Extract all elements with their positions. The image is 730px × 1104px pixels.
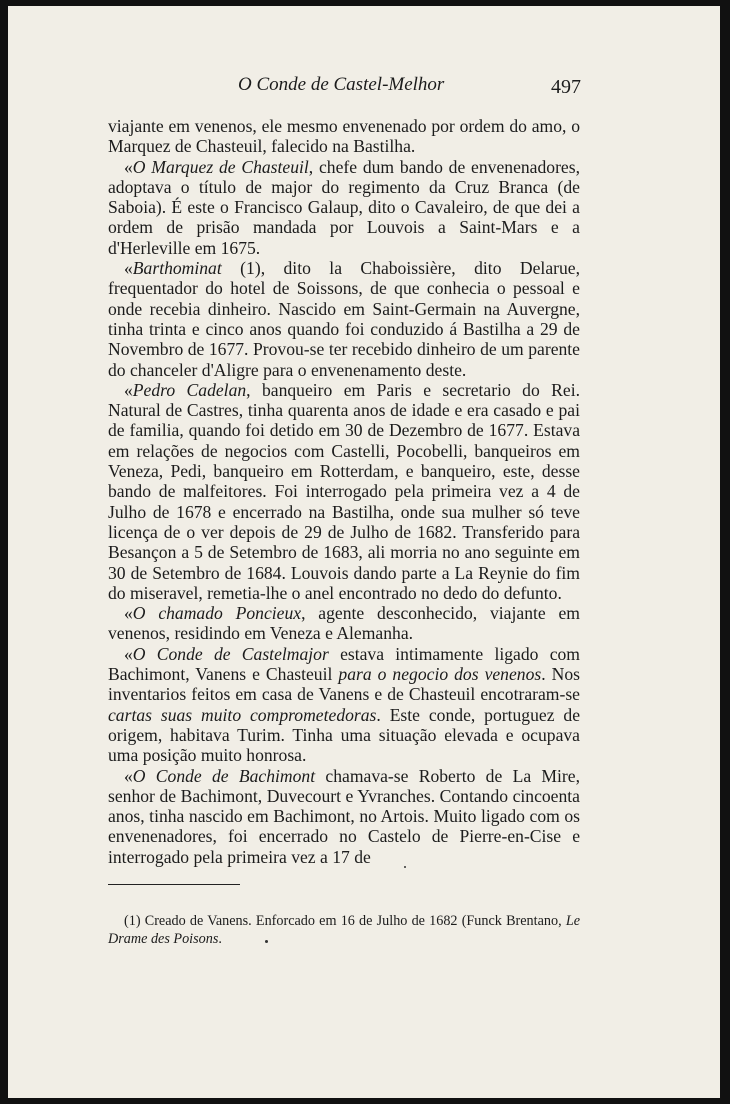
- entry-text: , banqueiro em Paris e secretario do Rei. Natural de Castres, tinha quarenta anos de idade e era casado e pai de familia, quando foi detido em 30 de Dezembro de 1677. Estava em relações de negocios com Castelli, Pocobelli, banqueiros em Veneza, Pedi, banqueiro em Rotterdam, e banqueiro, este, desse bando de malfeitores. Foi interrogado pela primeira vez a 4 de Julho de 1678 e encerrado na Bastilha, onde sua mulher só teve licença de o ver depois de 29 de Julho de 1682. Transferido para Besançon a 5 de Setembro de 1683, ali morria no ano seguinte em 30 de Setembro de 1684. Louvois dando parte a La Reynie do fim do miseravel, remetia-lhe o anel encontrado no dedo do defunto.: [108, 379, 580, 603]
- entry-name: O Marquez de Chasteuil: [132, 156, 309, 177]
- quote-mark: «: [124, 643, 133, 664]
- footnote-text: (1) Creado de Vanens. Enforcado em 16 de Julho de 1682 (Funck Brentano,: [124, 913, 566, 930]
- entry-text: estava intimamente ligado com Bachimont, Vanens e Chasteuil: [108, 643, 580, 685]
- footnote: [108, 912, 580, 948]
- quote-mark: «: [124, 258, 133, 279]
- page-number: 497: [551, 76, 581, 98]
- entry-conde-de-bachimont: [108, 766, 580, 867]
- footnote-book-title: Le Drame des Poisons: [108, 913, 580, 948]
- entry-text: . Nos inventarios feitos em casa de Vanens e de Chasteuil encotraram-se: [108, 664, 580, 705]
- footnote-rule: [108, 884, 240, 885]
- entry-marquez-de-chasteuil: [108, 157, 580, 258]
- running-title: O Conde de Castel-Melhor: [238, 74, 445, 95]
- entry-poncieux: [108, 603, 580, 644]
- footnote-end: .: [218, 931, 222, 948]
- book-page: [8, 6, 720, 1098]
- paragraph-continuation: viajante em venenos, ele mesmo envenenado por ordem do amo, o Marquez de Chasteuil, falecido na Bastilha.: [108, 116, 580, 157]
- entry-barthominat: [108, 258, 580, 380]
- entry-name: O Conde de Bachimont: [132, 765, 316, 786]
- entry-emphasis: cartas suas muito comprometedoras: [108, 704, 377, 725]
- entry-text: , agente desconhecido, viajante em venenos, residindo em Veneza e Alemanha.: [108, 603, 580, 644]
- entry-conde-de-castelmajor: [108, 644, 580, 766]
- quote-mark: «: [124, 379, 133, 400]
- footnote-reference: (1): [221, 258, 261, 279]
- entry-name: Barthominat: [132, 258, 222, 279]
- entry-text: . Este conde, portuguez de origem, habitava Turim. Tinha uma situação elevada e ocupava uma posição muito honrosa.: [108, 704, 580, 766]
- quote-mark: «: [124, 156, 133, 177]
- entry-pedro-cadelan: [108, 380, 580, 603]
- quote-mark: «: [124, 765, 133, 786]
- entry-emphasis: para o negocio dos venenos: [338, 664, 542, 685]
- entry-name: O Conde de Castelmajor: [132, 643, 329, 664]
- entry-name: O chamado Poncieux: [132, 603, 302, 624]
- entry-text: , chefe dum bando de envenenadores, adoptava o título de major do regimento da Cruz Branca (de Saboia). É este o Francisco Galaup, dito o Cavaleiro, de que dei a ordem de prisão mandada por Louvois a Saint-Mars e a d'Herleville em 1675.: [108, 156, 580, 258]
- ink-speck: [404, 866, 406, 868]
- entry-name: Pedro Cadelan: [132, 379, 247, 400]
- ink-speck: [265, 940, 268, 943]
- page-header: [8, 74, 720, 100]
- quote-mark: «: [124, 603, 133, 624]
- body-text: [108, 116, 580, 867]
- entry-text: chamava-se Roberto de La Mire, senhor de Bachimont, Duvecourt e Yvranches. Contando cincoenta anos, tinha nascido em Bachimont, no Artois. Muito ligado com os envenenadores, foi encerrado no Castelo de Pierre-en-Cise e interrogado pela primeira vez a 17 de: [108, 765, 581, 867]
- entry-text: , dito la Chaboissière, dito Delarue, frequentador do hotel de Soissons, de que conhecia o pessoal e onde recebia dinheiro. Nascido em Saint-Germain na Auvergne, tinha trinta e cinco anos quando foi conduzido á Bastilha a 29 de Novembro de 1677. Provou-se ter recebido dinheiro de um parente do chanceler d'Aligre para o envenenamento deste.: [108, 258, 580, 380]
